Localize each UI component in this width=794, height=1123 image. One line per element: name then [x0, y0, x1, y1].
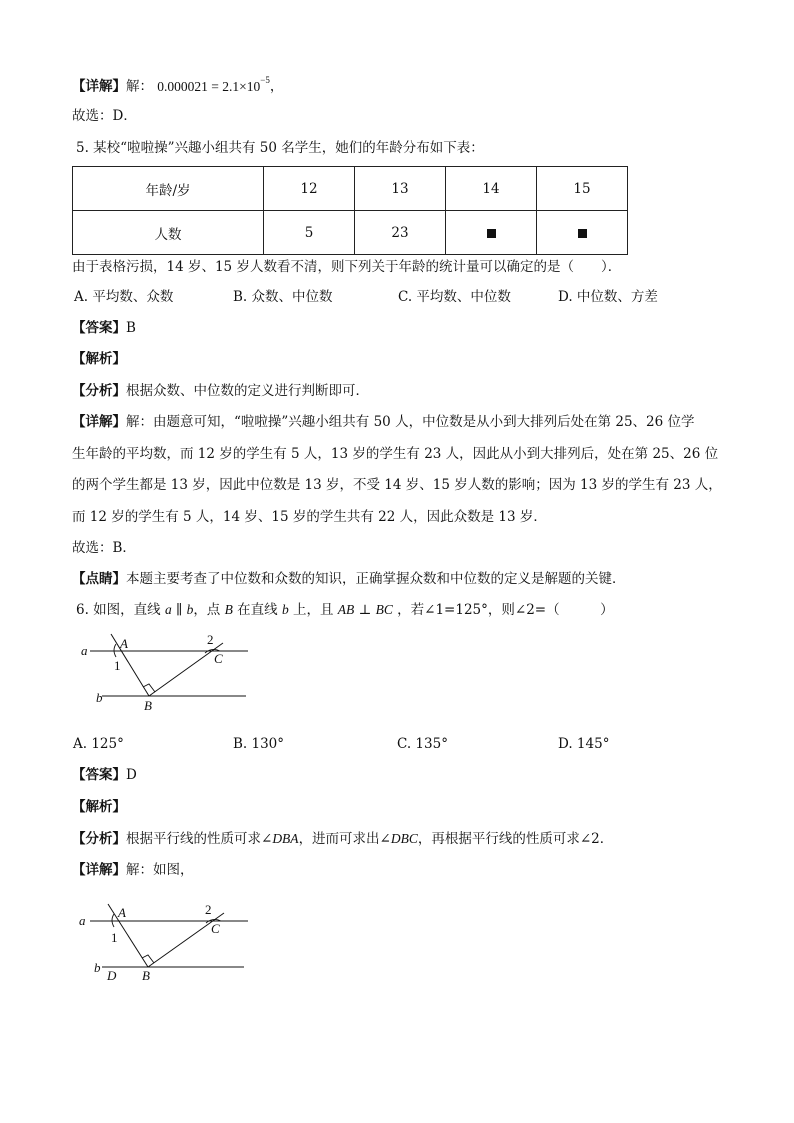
q5-detail-line-2: 生年龄的平均数，而 12 岁的学生有 5 人，13 岁的学生有 23 人，因此从小到大排列后，处在第 25、26 位: [72, 446, 719, 462]
segment-bc: BC: [375, 602, 393, 617]
label-point-b: B: [142, 968, 150, 983]
smudge-square-icon: [487, 229, 496, 238]
q5-jiexi: [72, 349, 126, 369]
comment-label: 【点睛】: [72, 571, 126, 587]
q6-analysis: [72, 829, 613, 849]
jiexi-label: 【解析】: [72, 799, 126, 815]
label-point-a: A: [118, 905, 126, 920]
q6-option-a: A. 125°: [73, 736, 124, 752]
label-angle-1: 1: [114, 658, 121, 673]
right-angle-mark: [142, 955, 154, 963]
angle-dbc: DBC: [390, 831, 418, 846]
detail-label: 【详解】: [72, 414, 126, 430]
q5-analysis: [72, 381, 369, 401]
q6-answer: [72, 765, 137, 785]
q6-option-c: C. 135°: [397, 736, 448, 752]
detail-label: 【详解】: [72, 78, 126, 95]
detail-text: 解：如图，: [126, 862, 194, 878]
label-point-a: A: [120, 636, 128, 651]
table-cell: 5: [264, 211, 355, 255]
label-angle-1: 1: [111, 930, 118, 945]
q6-jiexi: [72, 797, 126, 817]
table-cell: 年龄/岁: [73, 167, 264, 211]
stem-text: 上，且: [293, 602, 334, 618]
label-point-b: B: [144, 698, 152, 713]
label-point-c: C: [214, 651, 223, 666]
label-a: a: [79, 913, 86, 928]
detail-text: 解：由题意可知，“啦啦操”兴趣小组共有 50 人，中位数是从小到大排列后处在第 25、26 位学: [126, 414, 695, 430]
stem-text: 在直线: [237, 602, 278, 618]
segment-ab: AB: [337, 602, 355, 617]
table-cell: 13: [355, 167, 446, 211]
label-angle-2: 2: [205, 902, 212, 917]
q5-option-d: D. 中位数、方差: [558, 289, 658, 305]
q5-prompt: 由于表格污损，14 岁、15 岁人数看不清，则下列关于年龄的统计量可以确定的是（ ）．: [72, 259, 622, 275]
prev-detail-line: [72, 72, 283, 97]
answer-value: B: [126, 320, 136, 336]
stem-text: ，若∠1=125°，则∠2=（ ）: [397, 602, 614, 618]
q6-solution-figure: [72, 900, 262, 990]
perp-symbol: ⊥: [358, 602, 372, 617]
q5-choose: 故选：B．: [72, 540, 136, 556]
analysis-text: 根据众数、中位数的定义进行判断即可．: [126, 383, 369, 399]
right-angle-mark: [143, 684, 155, 692]
q5-detail-line-4: 而 12 岁的学生有 5 人，14 岁、15 岁的学生共有 22 人，因此众数是 13 岁．: [72, 509, 547, 525]
table-cell: 15: [537, 167, 628, 211]
point-b: B: [224, 602, 233, 617]
expression-base: 0.000021 = 2.1×10: [157, 78, 261, 94]
detail-label: 【详解】: [72, 862, 126, 878]
label-b: b: [96, 690, 103, 705]
var-b: b: [186, 602, 194, 617]
q6-option-d: D. 145°: [558, 736, 610, 752]
label-b: b: [94, 960, 101, 975]
analysis-label: 【分析】: [72, 383, 126, 399]
answer-label: 【答案】: [72, 767, 126, 783]
stem-text: ，点: [193, 602, 221, 618]
q6-stem: [76, 600, 614, 620]
table-row: [73, 211, 628, 255]
table-cell: [537, 211, 628, 255]
expression: [157, 75, 270, 94]
smudge-square-icon: [578, 229, 587, 238]
label-a: a: [81, 643, 88, 658]
var-b: b: [281, 602, 289, 617]
table-row: [73, 167, 628, 211]
q5-option-b: B. 众数、中位数: [233, 289, 333, 305]
q5-detail-line-3: 的两个学生都是 13 岁，因此中位数是 13 岁，不受 14 岁、15 岁人数的影响；因为 13 岁的学生有 23 人，: [72, 477, 722, 493]
answer-label: 【答案】: [72, 320, 126, 336]
analysis-text: ，再根据平行线的性质可求∠2．: [417, 831, 614, 847]
analysis-text: 根据平行线的性质可求∠: [126, 831, 273, 847]
age-table: [72, 166, 628, 255]
jiexi-label: 【解析】: [72, 351, 126, 367]
prev-choose: 故选：D．: [72, 108, 137, 124]
q5-detail-line-1: [72, 412, 695, 432]
q5-stem: 5. 某校“啦啦操”兴趣小组共有 50 名学生，她们的年龄分布如下表：: [76, 140, 484, 156]
q5-comment: [72, 569, 626, 589]
analysis-text: ，进而可求出∠: [298, 831, 391, 847]
q6-detail: [72, 860, 194, 880]
answer-value: D: [126, 767, 137, 783]
parallel-symbol: ∥: [176, 602, 183, 617]
analysis-label: 【分析】: [72, 831, 126, 847]
table-cell: [446, 211, 537, 255]
expression-tail: ，: [269, 78, 284, 95]
label-angle-2: 2: [207, 632, 214, 647]
label-point-d: D: [107, 968, 117, 983]
expression-exponent: −5: [260, 75, 270, 85]
table-cell: 人数: [73, 211, 264, 255]
label-point-c: C: [211, 921, 220, 936]
q5-option-c: C. 平均数、中位数: [398, 289, 511, 305]
table-cell: 12: [264, 167, 355, 211]
angle-dba: DBA: [272, 831, 299, 846]
q6-figure: [72, 630, 262, 715]
table-cell: 23: [355, 211, 446, 255]
q6-option-b: B. 130°: [233, 736, 285, 752]
q5-option-a: A. 平均数、众数: [74, 289, 174, 305]
comment-text: 本题主要考查了中位数和众数的知识，正确掌握众数和中位数的定义是解题的关键．: [126, 571, 626, 587]
detail-text: 解：: [126, 78, 153, 95]
table-cell: 14: [446, 167, 537, 211]
stem-text: 6. 如图，直线: [76, 602, 161, 618]
var-a: a: [164, 602, 172, 617]
q5-answer: [72, 318, 136, 338]
